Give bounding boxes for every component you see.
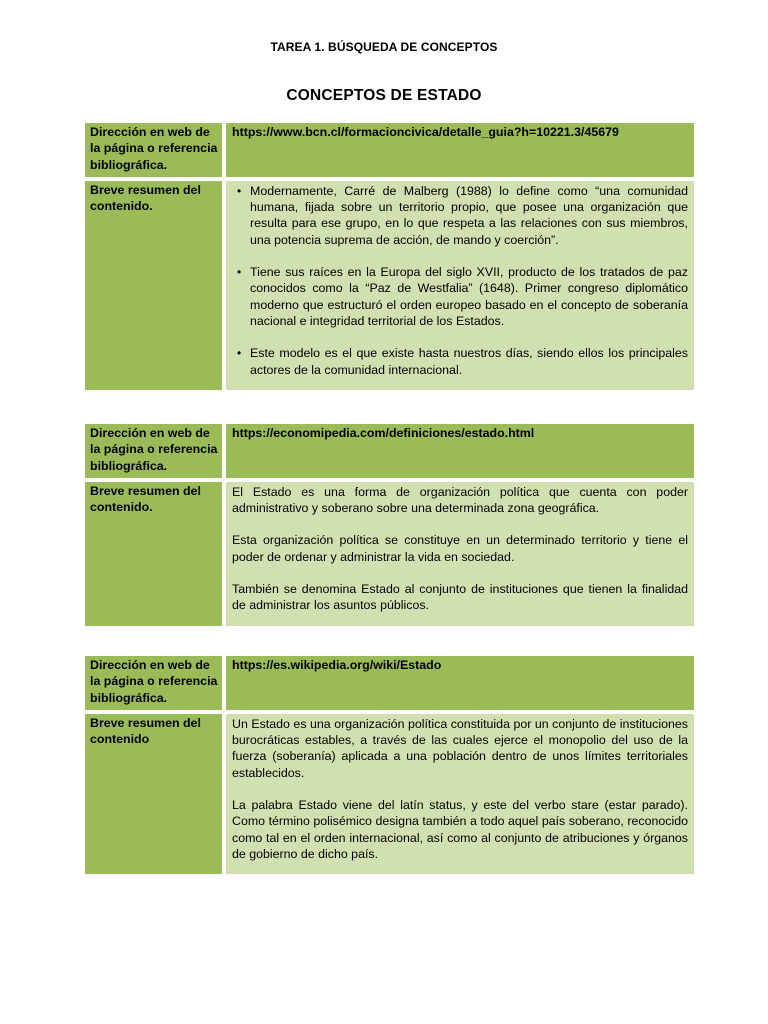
summary-row [85, 482, 694, 626]
address-label: Dirección en web de la página o referencia bibliográfica. [85, 123, 226, 177]
summary-label [85, 714, 226, 874]
summary-row [85, 714, 694, 874]
summary-paragraph: También se denomina Estado al conjunto de instituciones que tienen la finalidad de administrar los asuntos públicos. [232, 582, 688, 613]
task-heading: TAREA 1. BÚSQUEDA DE CONCEPTOS [270, 40, 498, 54]
summary-bullet [237, 345, 688, 378]
concept-table-1 [85, 123, 694, 390]
summary-content [226, 714, 694, 874]
address-label: Dirección en web de la página o referencia bibliográfica. [85, 424, 226, 478]
summary-label: Breve resumen del contenido. [85, 482, 226, 626]
bullet-text: Este modelo es el que existe hasta nuestros días, siendo ellos los principales actores de la comunidad internacional. [250, 346, 688, 377]
concept-table-2 [85, 424, 694, 626]
summary-label-text: Breve resumen del contenido [90, 715, 201, 747]
summary-label: Breve resumen del contenido. [85, 181, 226, 390]
url-row [85, 656, 694, 710]
summary-content [226, 482, 694, 626]
url-row [85, 424, 694, 478]
bullet-icon: • [237, 346, 242, 361]
source-url: https://www.bcn.cl/formacioncivica/detalle_guia?h=10221.3/45679 [226, 123, 694, 177]
summary-bullet-list [232, 183, 688, 378]
summary-bullet [237, 183, 688, 248]
url-row [85, 123, 694, 177]
summary-paragraph: Esta organización política se constituye en un determinado territorio y tiene el poder de ordenar y administrar la vida en sociedad. [232, 533, 688, 564]
source-url: https://economipedia.com/definiciones/estado.html [226, 424, 694, 478]
bullet-icon: • [237, 183, 242, 198]
page-title: CONCEPTOS DE ESTADO [286, 87, 482, 104]
summary-paragraph: La palabra Estado viene del latín status, y este del verbo stare (estar parado). Como término polisémico designa también a todo aquel país soberano, reconocido como tal en el orden internacional, así como al conjunto de atribuciones y órganos de gobierno de dicho país. [232, 798, 688, 861]
address-label: Dirección en web de la página o referencia bibliográfica. [85, 656, 226, 710]
bullet-icon: • [237, 265, 242, 280]
bullet-text: Tiene sus raíces en la Europa del siglo XVII, producto de los tratados de paz conocidos como la “Paz de Westfalia” (1648). Primer congreso diplomático moderno que estructuró el orden europeo basado en el concepto de soberanía nacional e integridad territorial de los Estados. [250, 265, 688, 328]
period-mark: . [149, 732, 153, 747]
concept-table-3 [85, 656, 694, 874]
source-url: https://es.wikipedia.org/wiki/Estado [226, 656, 694, 710]
summary-bullet [237, 264, 688, 329]
bullet-text: Modernamente, Carré de Malberg (1988) lo define como “una comunidad humana, fijada sobre un territorio propio, que posee una organización que resulta para ese grupo, en lo que respeta a las relaciones con sus miembros, una potencia suprema de acción, de mando y coerción”. [250, 183, 688, 247]
summary-paragraph: El Estado es una forma de organización política que cuenta con poder administrativo y soberano sobre una determinada zona geográfica. [232, 484, 688, 516]
summary-paragraph: Un Estado es una organización política constituida por un conjunto de instituciones burocráticas estables, a través de las cuales ejerce el monopolio del uso de la fuerza (soberanía) aplicada a una población dentro de unos límites territoriales establecidos. [232, 716, 688, 780]
summary-content [226, 181, 694, 390]
summary-row [85, 181, 694, 390]
